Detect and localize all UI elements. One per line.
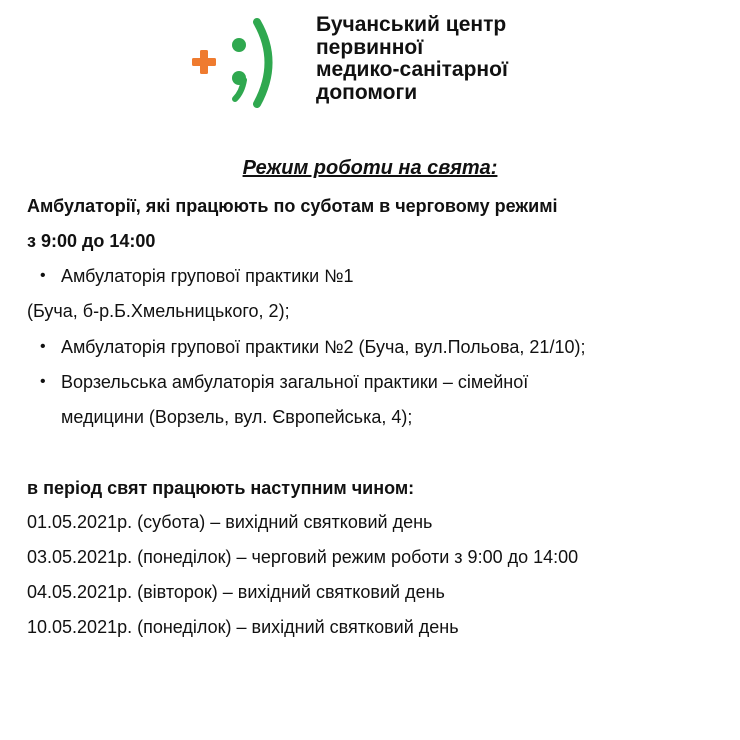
schedule-line: 04.05.2021р. (вівторок) – вихідний святковий день: [27, 582, 445, 602]
bullet-icon: •: [40, 373, 46, 390]
bullet-icon: •: [40, 338, 46, 355]
org-name-line: допомоги: [316, 80, 418, 104]
ambulatory-item-3-line-1: Ворзельська амбулаторія загальної практики – сімейної: [61, 372, 529, 392]
schedule-line: 03.05.2021р. (понеділок) – черговий режим роботи з 9:00 до 14:00: [27, 547, 579, 567]
intro-line-2: з 9:00 до 14:00: [27, 231, 156, 251]
intro-line-1: Амбулаторії, які працюють по суботам в черговому режимі: [27, 196, 558, 216]
plus-icon: [192, 50, 216, 74]
schedule-line: 01.05.2021р. (субота) – вихідний святковий день: [27, 512, 433, 532]
ambulatory-item-3-line-2: медицини (Ворзель, вул. Європейська, 4);: [61, 407, 413, 427]
holiday-heading: в період свят працюють наступним чином:: [27, 478, 415, 498]
ambulatory-item-2-line-1: Амбулаторія групової практики №2 (Буча, вул.Польова, 21/10);: [61, 337, 586, 357]
page-title: Режим роботи на свята:: [242, 157, 498, 179]
clinic-logo: [188, 16, 288, 110]
page-title-wrap: [0, 157, 740, 180]
organization-name: [316, 14, 508, 104]
org-name-line: Бучанський центр: [316, 13, 507, 36]
semicolon-smile-icon: [232, 22, 269, 104]
org-name-line: первинної: [316, 35, 424, 59]
schedule-line: 10.05.2021р. (понеділок) – вихідний святковий день: [27, 617, 459, 637]
ambulatory-item-1-line-1: Амбулаторія групової практики №1: [61, 266, 354, 286]
org-name-line: медико-санітарної: [316, 58, 508, 81]
bullet-icon: •: [40, 267, 46, 284]
ambulatory-item-1-line-2: (Буча, б-р.Б.Хмельницького, 2);: [27, 301, 290, 321]
